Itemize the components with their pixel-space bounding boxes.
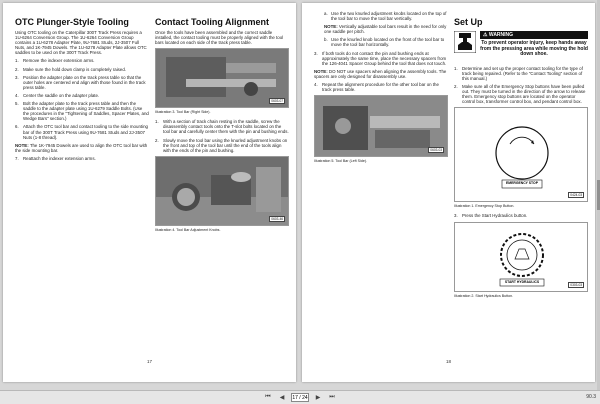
figure-caption: Illustration 3. Tool Bar (Right Side). [155,110,211,115]
section-title: Contact Tooling Alignment [155,17,269,27]
step: 5. Bolt the adapter plate to the track press table and then the saddle to the adapter plate using 1U-6279 Saddle Bolts. (Use the procedures in the "Tightening of Saddles, Spacer Plates, and Wedge Bars" section.) [15,101,149,122]
step: 3. Press the Start Hydraulics button. [454,213,528,219]
step: 1. With a section of track chain resting in the saddle, screw the disassembly contact tools onto the T-slot bolts located on the tool bar and carefully center them with the pin and bushing ends. [155,119,289,135]
tool-bar-right-photo [155,48,289,108]
sub-step: a. Use the two knurled adjustment knobs located on the top of the tool bar to move the tool bar vertically. [324,11,447,22]
zoom-level[interactable]: 90.3 [586,394,596,400]
page-number: 18 [446,359,452,364]
right-column-1 [314,11,448,168]
note: NOTE: DO NOT use spacers when aligning the assembly tools. The spacers are only designed for disassembly use. [314,68,447,79]
figure-code: 0603-03 [430,148,442,153]
previous-page-icon[interactable]: ◀ [279,395,285,401]
figure-caption: Illustration 4. Tool Bar Adjustment Knobs. [155,227,221,232]
step: 4. Center the saddle on the adapter plate. [15,92,100,98]
left-column-2 [155,17,289,237]
start-hydraulics-illustration [454,222,588,292]
step: 1. Determine and set up the proper contact tooling for the type of track being repaired. (Refer to the "Contact Tooling" section of this manual.) [454,65,583,81]
step: 3. Position the adapter plate on the track press table so that the outer holes are centered end align with those found in the track press table. [15,74,146,90]
figure-code: 0603-46 [271,216,283,221]
page-number: 17 [147,359,153,364]
figure-code: 0603-07 [271,99,283,104]
intro-paragraph: Once the tools have been assembled and the correct saddle installed, the contact tooling must be properly aligned with the tool bars located on each side of the track press table. [155,30,284,46]
sub-step: b. Use the knurled knob located on the front of the tool bar to move the tool bar horizontally. [324,37,445,48]
adjustment-knobs-photo [155,156,289,226]
emergency-stop-label: EMERGENCY STOP [506,181,538,186]
page-17 [3,3,296,382]
step: 7. Reattach the indexer extension arms. [15,155,96,161]
step: 1. Remove the indexer extension arms. [15,58,95,64]
step: 4. Repeat the alignment procedure for the other tool bar on the track press table. [314,82,439,93]
left-column-1 [15,17,149,164]
warning-label: ⚠ WARNING [480,31,588,39]
figure-caption: Illustration 5. Tool Bar (Left Side). [314,159,368,164]
section-title: Set Up [454,17,483,27]
step: 2. Make sure the hold down clamp is completely raised. [15,66,126,72]
intro-paragraph: Using OTC tooling on the Caterpillar 300T Track Press requires a 1U-6264 Conversion Group. The 1U-6264 Conversion Group contains a 1U-6278 Adapter Plate, 9U-7681 Studs, 2J-3507 Full Nuts, and 1K-7945 Dowels. The 1U-6278 Adapter Plate allows OTC saddles to be used on the 300T Track Press. [15,30,147,56]
warning-text: To prevent operator injury, keep hands away from the pressing area while moving the hold down shoe. [480,40,588,58]
next-page-icon[interactable]: ▶ [315,395,321,401]
start-hydraulics-label: START HYDRAULICS [504,279,540,284]
first-page-icon[interactable]: ⏮ [265,394,271,400]
tool-bar-left-photo [314,95,448,157]
figure-code: 0424-03 [570,193,582,198]
emergency-stop-illustration [454,107,588,202]
warning-box [454,31,588,58]
viewer-toolbar [0,390,600,404]
last-page-icon[interactable]: ⏭ [329,394,335,400]
page-18 [302,3,595,382]
emergency-stop-button-icon [455,108,589,203]
step: 2. Slowly move the tool bar using the knurled adjustment knobs on the front and top of the tool bar until the end of the tools align with the ends of the pin and bushing. [155,137,288,153]
step: 3. If both tools do not contact the pin and bushing ends at approximately the same time, place the necessary spacers from the 126-4041 Spacer Group behind the tool that does not touch. [314,50,447,66]
hand-crush-warning-icon [454,31,476,53]
note: NOTE: The 1K-7945 Dowels are used to align the OTC tool bar with the side mounting bar. [15,142,148,153]
step: 6. Attach the OTC tool bar and contact tooling to the side mounting bar of the 300T Track Press using 9U-7681 Studs and 2J-3507 Nuts (1-8 thread). [15,124,148,140]
step: 2. Make sure all of the Emergency Stop buttons have been pulled out. They must be turned in the direction of the arrow to release them. Emergency stop buttons are located on the operator control box, transformer control box, and pendant control box. [454,84,586,105]
page-number-input[interactable] [291,393,309,402]
note: NOTE: Vertically adjustable tool bars result in the need for only one saddle per pitch. [324,24,447,35]
section-title: OTC Plunger-Style Tooling [15,17,129,27]
figure-caption: Illustration 2. Start Hydraulics Button. [454,293,514,298]
figure-caption: Illustration 1. Emergency Stop Button. [454,204,515,209]
figure-code: 0303-03 [570,282,582,287]
right-column-2 [454,17,588,303]
